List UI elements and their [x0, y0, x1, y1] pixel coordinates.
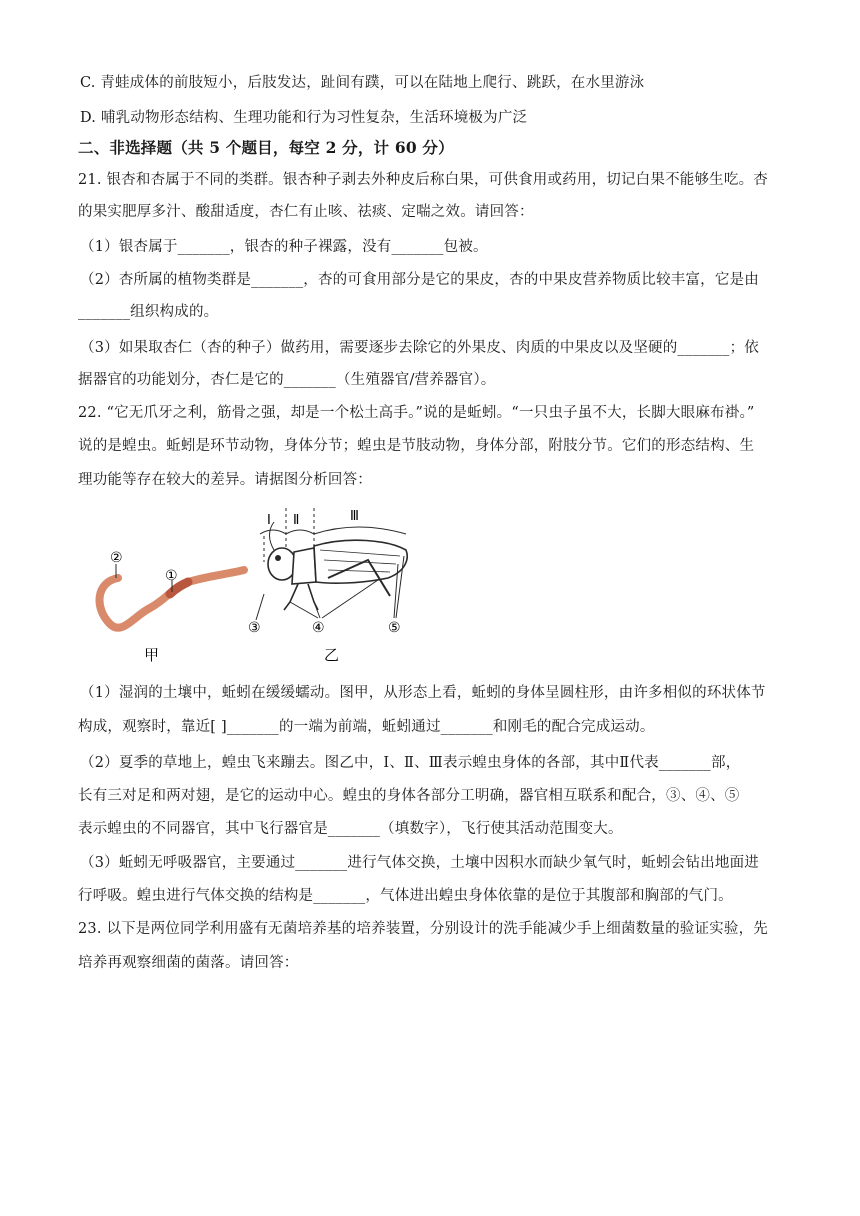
locust-segment-1: Ⅰ — [267, 513, 271, 528]
q22-part-2-line-3: 表示蝗虫的不同器官，其中飞行器官是_______（填数字），飞行使其活动范围变大。 — [78, 821, 623, 837]
q22-stem-line-3: 理功能等存在较大的差异。请据图分析回答： — [78, 472, 372, 488]
q22-stem-line-1: 22. “它无爪牙之利，筋骨之强，却是一个松土高手。”说的是蚯蚓。“一只虫子虽不大，长脚大眼麻布褂。” — [78, 405, 755, 421]
q23-stem-line-2: 培养再观察细菌的菌落。请回答： — [78, 955, 299, 971]
locust-illustration — [248, 508, 407, 664]
option-d: D. 哺乳动物形态结构、生理功能和行为习性复杂，生活环境极为广泛 — [80, 110, 528, 126]
q22-part-3-line-1: （3）蚯蚓无呼吸器官，主要通过_______进行气体交换，土壤中因积水而缺少氧气时，蚯蚓会钻出地面进 — [80, 855, 759, 871]
locust-caption: 乙 — [324, 646, 340, 664]
q21-part-2-line-2: _______组织构成的。 — [78, 304, 219, 320]
section-heading: 二、非选择题（共 5 个题目，每空 2 分，计 60 分） — [78, 138, 454, 157]
locust-thorax — [292, 548, 316, 584]
q21-stem-line-1: 21. 银杏和杏属于不同的类群。银杏种子剥去外种皮后称白果，可供食用或药用，切记白果不能够生吃。杏 — [78, 172, 768, 188]
q21-part-2-line-1: （2）杏所属的植物类群是_______，杏的可食用部分是它的果皮，杏的中果皮营养物质比较丰富，它是由 — [80, 272, 759, 288]
option-c: C. 青蛙成体的前肢短小，后肢发达，趾间有蹼，可以在陆地上爬行、跳跃，在水里游泳 — [80, 75, 645, 91]
earthworm-label-2: ② — [110, 550, 123, 566]
locust-label-5: ⑤ — [388, 620, 401, 636]
q22-part-3-line-2: 行呼吸。蝗虫进行气体交换的结构是_______，气体进出蝗虫身体依靠的是位于其腹部和胸部的气门。 — [78, 888, 733, 904]
locust-label-3: ③ — [248, 620, 261, 636]
q22-figure-svg — [78, 500, 498, 670]
earthworm-label-1: ① — [165, 568, 178, 584]
q21-part-3-line-1: （3）如果取杏仁（杏的种子）做药用，需要逐步去除它的外果皮、肉质的中果皮以及坚硬的_______；依 — [80, 340, 759, 356]
q22-part-2-line-2: 长有三对足和两对翅，是它的运动中心。蝗虫的身体各部分工明确，器官相互联系和配合，③、④、⑤ — [78, 788, 740, 804]
q22-stem-line-2: 说的是蝗虫。蚯蚓是环节动物，身体分节；蝗虫是节肢动物，身体分部，附肢分节。它们的形态结构、生 — [78, 438, 755, 454]
q21-part-1: （1）银杏属于_______，银杏的种子裸露，没有_______包被。 — [80, 239, 488, 255]
earthworm-caption: 甲 — [144, 646, 160, 664]
q22-part-2-line-1: （2）夏季的草地上，蝗虫飞来蹦去。图乙中，Ⅰ、Ⅱ、Ⅲ表示蝗虫身体的各部，其中Ⅱ代表_______部， — [80, 755, 741, 771]
q22-part-1-line-2: 构成，观察时，靠近[ ]_______的一端为前端，蚯蚓通过_______和刚毛的配合完成运动。 — [78, 719, 655, 735]
q21-stem-line-2: 的果实肥厚多汁、酸甜适度，杏仁有止咳、祛痰、定喘之效。请回答： — [78, 204, 534, 220]
q22-figure — [78, 500, 498, 670]
locust-segment-3: Ⅲ — [350, 509, 359, 524]
q23-stem-line-1: 23. 以下是两位同学利用盛有无菌培养基的培养装置，分别设计的洗手能减少手上细菌数量的验证实验，先 — [78, 921, 768, 937]
earthworm-illustration — [100, 550, 244, 664]
q22-part-1-line-1: （1）湿润的土壤中，蚯蚓在缓缓蠕动。图甲，从形态上看，蚯蚓的身体呈圆柱形，由许多相似的环状体节 — [80, 685, 766, 701]
q21-part-3-line-2: 据器官的功能划分，杏仁是它的_______（生殖器官/营养器官）。 — [78, 372, 496, 388]
locust-segment-2: Ⅱ — [293, 513, 300, 528]
locust-label-4: ④ — [312, 620, 325, 636]
